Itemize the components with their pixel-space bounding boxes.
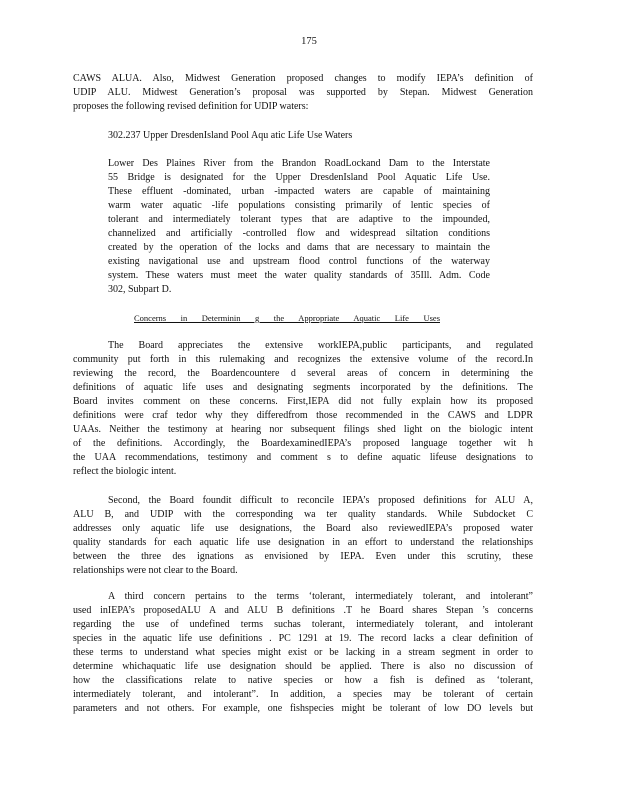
paragraph-line: how the classifications relate to native species or how a fish is defined as ‘tolerant, <box>73 675 533 686</box>
paragraph-line: proposes the following revised definition for UDIP waters: <box>73 101 309 112</box>
blockquote-line: tolerant and intermediately tolerant types that are adaptive to the impounded, <box>108 214 490 225</box>
paragraph-line: parameters and not others. For example, one fishspecies might be tolerant of low DO levels but <box>73 703 533 714</box>
page-number: 175 <box>301 36 317 47</box>
paragraph-line: determine whichaquatic life use designation should be applied. There is also no discussion of <box>73 661 533 672</box>
paragraph-line: reflect the biologic intent. <box>73 466 177 477</box>
blockquote-line: 302, Subpart D. <box>108 284 172 295</box>
section-heading: Concerns in Determinin g the Appropriate Aquatic Life Uses <box>134 313 440 323</box>
paragraph-line: between the three des ignations as envisioned by IEPA. Even under this scrutiny, these <box>73 551 533 562</box>
paragraph-line: of the definitions. Accordingly, the BoardexaminedIEPA’s proposed language together wit h <box>73 438 533 449</box>
paragraph-line: definitions of aquatic life uses and designating segments incorporated by the definitions. The <box>73 382 533 393</box>
paragraph-line: intermediately tolerant, and intolerant”. In addition, a species may be tolerant of certain <box>73 689 533 700</box>
paragraph-line: species in the aquatic life use definitions . PC 1291 at 19. The record lacks a clear definition of <box>73 633 533 644</box>
paragraph-line: community put forth in this rulemaking and recognizes the extensive volume of the record.In <box>73 354 533 365</box>
paragraph-line: the UAA recommendations, testimony and comment s to define aquatic lifeuse designations to <box>73 452 533 463</box>
paragraph-line: definitions were craf tedor why they differedfrom those recommended in the CAWS and LDPR <box>73 410 533 421</box>
paragraph-line: Second, the Board foundit difficult to reconcile IEPA’s proposed definitions for ALU A, <box>108 495 533 506</box>
blockquote-line: created by the operation of the locks and dams that are necessary to maintain the <box>108 242 490 253</box>
paragraph-line: used inIEPA’s proposedALU A and ALU B definitions .T he Board shares Stepan ’s concerns <box>73 605 533 616</box>
paragraph-line: UAAs. Neither the testimony at hearing nor subsequent filings shed light on the biologic intent <box>73 424 533 435</box>
paragraph-line: these terms to understand what species might exist or be lacking in a stream segment in order to <box>73 647 533 658</box>
paragraph-line: CAWS ALUA. Also, Midwest Generation proposed changes to modify IEPA’s definition of <box>73 73 533 84</box>
paragraph-line: Board invites comment on these concerns. First,IEPA did not fully explain how its proposed <box>73 396 533 407</box>
blockquote-line: existing navigational use and upstream flood control functions of the waterway <box>108 256 490 267</box>
paragraph-line: relationships were not clear to the Board. <box>73 565 238 576</box>
regulation-title: 302.237 Upper DresdenIsland Pool Aqu atic Life Use Waters <box>108 130 353 141</box>
paragraph-line: The Board appreciates the extensive workIEPA,public participants, and regulated <box>108 340 533 351</box>
blockquote-line: 55 Bridge is designated for the Upper DresdenIsland Pool Aquatic Life Use. <box>108 172 490 183</box>
paragraph-line: regarding the use of undefined terms suchas tolerant, intermediately tolerant, and intolerant <box>73 619 533 630</box>
paragraph-line: quality standards for each aquatic life use designation in an effort to understand the relationships <box>73 537 533 548</box>
paragraph-line: addresses only aquatic life use designations, the Board also reviewedIEPA’s proposed water <box>73 523 533 534</box>
blockquote-line: warm water aquatic -life populations consisting primarily of lentic species of <box>108 200 490 211</box>
blockquote-line: system. These waters must meet the water quality standards of 35Ill. Adm. Code <box>108 270 490 281</box>
blockquote-line: channelized and artificially -controlled flow and widespread siltation conditions <box>108 228 490 239</box>
blockquote-line: These effluent -dominated, urban -impacted waters are capable of maintaining <box>108 186 490 197</box>
blockquote-line: Lower Des Plaines River from the Brandon RoadLockand Dam to the Interstate <box>108 158 490 169</box>
paragraph-line: reviewing the record, the Boardencountere d several areas of concern in determining the <box>73 368 533 379</box>
paragraph-line: A third concern pertains to the terms ‘tolerant, intermediately tolerant, and intolerant” <box>108 591 533 602</box>
paragraph-line: UDIP ALU. Midwest Generation’s proposal was supported by Stepan. Midwest Generation <box>73 87 533 98</box>
paragraph-line: ALU B, and UDIP with the corresponding wa ter quality standards. While Subdocket C <box>73 509 533 520</box>
